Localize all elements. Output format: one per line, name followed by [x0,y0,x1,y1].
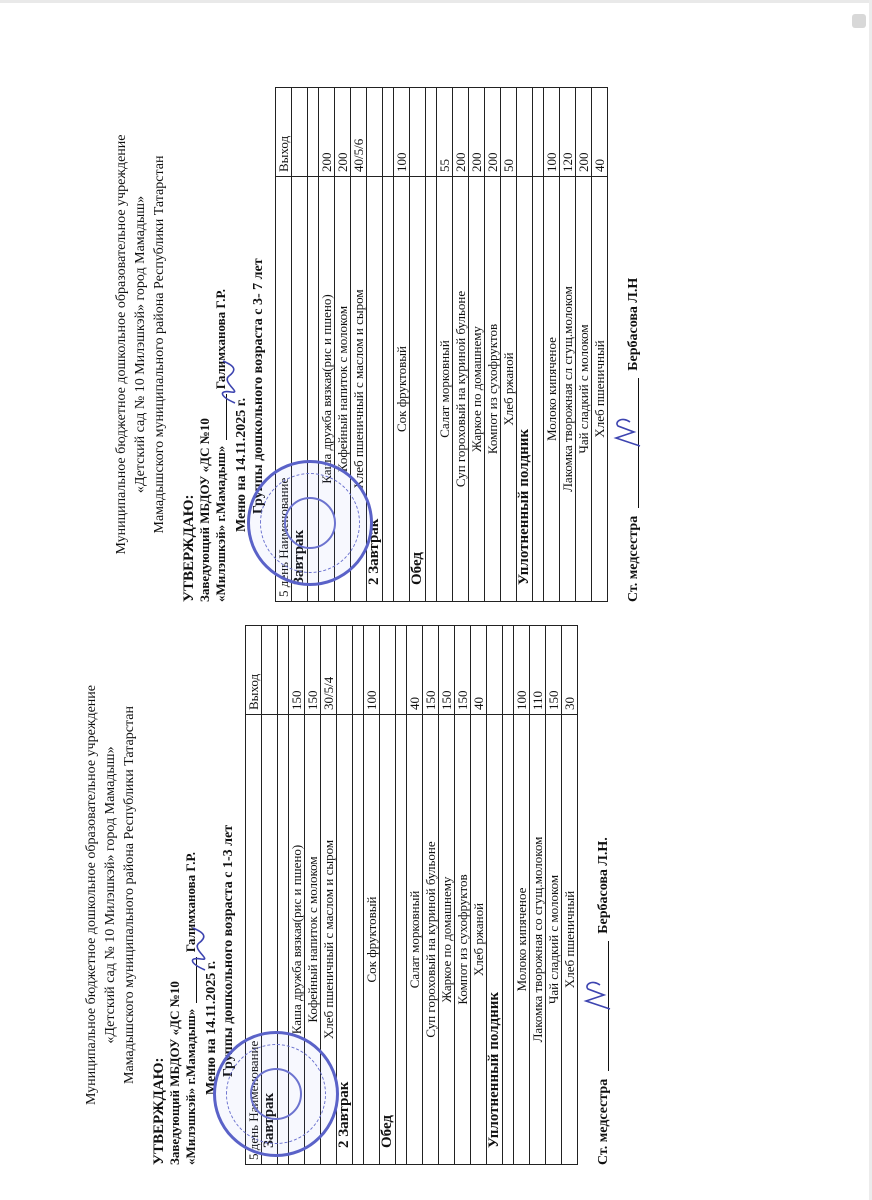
blank-row [353,626,364,1165]
menu-date: Меню на 14.11.2025 г. [204,960,219,1095]
approval-org: «Милэшкэй» г.Мамадыш» [183,1008,198,1165]
dish-row [560,88,576,602]
dish-output: 200 [335,88,351,177]
dish-output [278,626,289,715]
dish-name: Чай сладкий с молоком [576,177,592,602]
dish-name: Хлеб пшеничный с маслом и сыром [321,715,337,1165]
meal-heading-row [410,88,426,602]
dish-output [517,88,533,177]
dish-name: Хлеб пшеничный с маслом и сыром [351,177,367,602]
director-signature [185,925,211,973]
dish-name: Компот из сухофруктов [455,715,471,1165]
dish-name: Молоко кипяченое [514,715,530,1165]
dish-name: Компот из сухофруктов [485,177,501,602]
dish-row [364,626,380,1165]
dish-row [455,626,471,1165]
dish-output: 55 [437,88,453,177]
org-line: Мамадышского муниципального района Республики Татарстан [122,706,137,1084]
meal-name: Уплотненный полдник [487,715,503,1165]
dish-name: Лакомка творожная со сгущ.молоком [530,715,546,1165]
dish-row [394,88,410,602]
dish-name: Жаркое по домашнему [439,715,455,1165]
dish-output [396,626,407,715]
dish-output: 150 [305,626,321,715]
meal-name: 2 Завтрак [367,177,383,602]
dish-row [469,88,485,602]
approver-name: Галимханова Г.Р. [213,288,228,390]
dish-name: Суп гороховый на куриной бульоне [453,177,469,602]
dish-output: 100 [514,626,530,715]
dish-name: Чай сладкий с молоком [546,715,562,1165]
dish-name [426,177,437,602]
dish-output: 110 [530,626,546,715]
official-stamp [213,1031,339,1157]
dish-output [410,88,426,177]
dish-output: 150 [455,626,471,715]
nurse-signature [626,87,642,602]
meal-name: Обед [410,177,426,602]
nurse-label: Ст. медсестра [626,515,641,602]
header-output: Выход [246,626,262,715]
approval-title: УТВЕРЖДАЮ: [181,494,197,602]
dish-output: 40 [592,88,608,177]
dish-output: 150 [289,626,305,715]
org-line: «Детский сад № 10 Милэшкэй» город Мамадыш» [133,195,148,494]
meal-name: 2 Завтрак [337,715,353,1165]
dish-name: Хлеб ржаной [471,715,487,1165]
dish-output: 100 [544,88,560,177]
org-line: Муниципальное бюджетное дошкольное образовательное учреждение [84,685,99,1105]
meal-name: Завтрак [262,715,278,1165]
menu-sheet-3-7 [112,87,862,602]
dish-row [407,626,423,1165]
approval-block [181,87,267,602]
dish-row [592,88,608,602]
director-signature [215,358,241,406]
meal-heading-row [487,626,503,1165]
blank-row [533,88,544,602]
dish-output: 120 [560,88,576,177]
dish-name: Кофейный напиток с молоком [335,177,351,602]
dish-output [262,626,278,715]
dish-name: Салат морковный [407,715,423,1165]
dish-name: Жаркое по домашнему [469,177,485,602]
dish-output: 200 [485,88,501,177]
dish-output: 200 [469,88,485,177]
organization-header [112,87,169,602]
dish-name: Сок фруктовый [364,715,380,1165]
meal-heading-row [380,626,396,1165]
dish-row [544,88,560,602]
dish-name [533,177,544,602]
official-stamp [247,460,373,586]
dish-row [439,626,455,1165]
header-name: 5 день Наименование [246,715,262,1165]
dish-name [353,715,364,1165]
dish-output: 200 [319,88,335,177]
approval-position: Заведующий МБДОУ «ДС №10 [197,418,212,602]
dish-row [485,88,501,602]
nurse-signature-mark [582,975,612,1015]
dish-row [546,626,562,1165]
dish-name: Лакомка творожная сл сгущ.молоком [560,177,576,602]
approval-title: УТВЕРЖДАЮ: [151,1057,167,1165]
dish-name: Молоко кипяченое [544,177,560,602]
dish-name [396,715,407,1165]
dish-output [353,626,364,715]
nurse-name: Бербасова Л.Н [626,277,641,371]
header-output: Выход [276,88,292,177]
dish-row [437,88,453,602]
dish-row [514,626,530,1165]
blank-row [503,626,514,1165]
dish-output [337,626,353,715]
dish-output: 30/5/4 [321,626,337,715]
approval-position: Заведующий МБДОУ «ДС №10 [167,981,182,1165]
dish-name: Сок фруктовый [394,177,410,602]
approval-org: «Милэшкэй» г.Мамадыш» [213,445,228,602]
header-name: 5 день Наименование [276,177,292,602]
dish-name: Хлеб пшеничный [562,715,578,1165]
nurse-name: Бербасова Л.Н. [596,837,611,934]
approver-name: Галимханова Г.Р. [183,851,198,953]
dish-name: Каша дружба вязкая(рис и пшено) [289,715,305,1165]
meal-name: Уплотненный полдник [517,177,533,602]
dish-output [380,626,396,715]
dish-output: 40/5/6 [351,88,367,177]
meal-heading-row [337,626,353,1165]
dish-output [503,626,514,715]
dish-output: 50 [501,88,517,177]
approval-block [151,625,237,1165]
dish-name: Хлеб ржаной [501,177,517,602]
dish-row [501,88,517,602]
age-group: Группы дошкольного возраста с 1-3 лет [221,824,236,1077]
meal-name: Завтрак [292,177,308,602]
dish-name: Кофейный напиток с молоком [305,715,321,1165]
dish-output: 200 [453,88,469,177]
menu-sheet-1-3 [82,625,822,1165]
blank-row [426,88,437,602]
dish-output: 100 [364,626,380,715]
dish-row [530,626,546,1165]
dish-output: 150 [423,626,439,715]
menu-date: Меню на 14.11.2025 г. [234,397,249,532]
dish-output [308,88,319,177]
dish-output: 150 [546,626,562,715]
nurse-label: Ст. медсестра [596,1078,611,1165]
nurse-signature [596,625,612,1165]
scan-edge [0,0,872,3]
dish-output [533,88,544,177]
dish-output: 30 [562,626,578,715]
dish-output [367,88,383,177]
age-group: Группы дошкольного возраста с 3- 7 лет [251,258,266,514]
dish-output [292,88,308,177]
dish-name: Каша дружба вязкая(рис и пшено) [319,177,335,602]
dish-output [487,626,503,715]
dish-output [426,88,437,177]
meal-heading-row [517,88,533,602]
dish-output: 40 [407,626,423,715]
dish-output: 200 [576,88,592,177]
blank-row [383,88,394,602]
dish-row [423,626,439,1165]
organization-header [82,625,139,1165]
dish-row [471,626,487,1165]
approval-signature-line [183,625,199,1165]
org-line: Муниципальное бюджетное дошкольное образовательное учреждение [114,134,129,555]
org-line: Мамадышского муниципального района Республики Татарстан [152,155,167,534]
meal-name: Обед [380,715,396,1165]
dish-row [576,88,592,602]
dish-row [562,626,578,1165]
dish-name: Салат морковный [437,177,453,602]
dish-output [383,88,394,177]
dish-name [383,177,394,602]
dish-name [503,715,514,1165]
dish-row [453,88,469,602]
dish-output: 150 [439,626,455,715]
dish-output: 100 [394,88,410,177]
dish-output: 40 [471,626,487,715]
approval-signature-line [213,87,229,602]
scan-mark [852,14,866,28]
dish-name: Хлеб пшеничный [592,177,608,602]
dish-name: Суп гороховый на куриной бульоне [423,715,439,1165]
blank-row [396,626,407,1165]
org-line: «Детский сад № 10 Милэшкэй» город Мамадыш» [103,746,118,1044]
nurse-signature-mark [612,412,642,452]
